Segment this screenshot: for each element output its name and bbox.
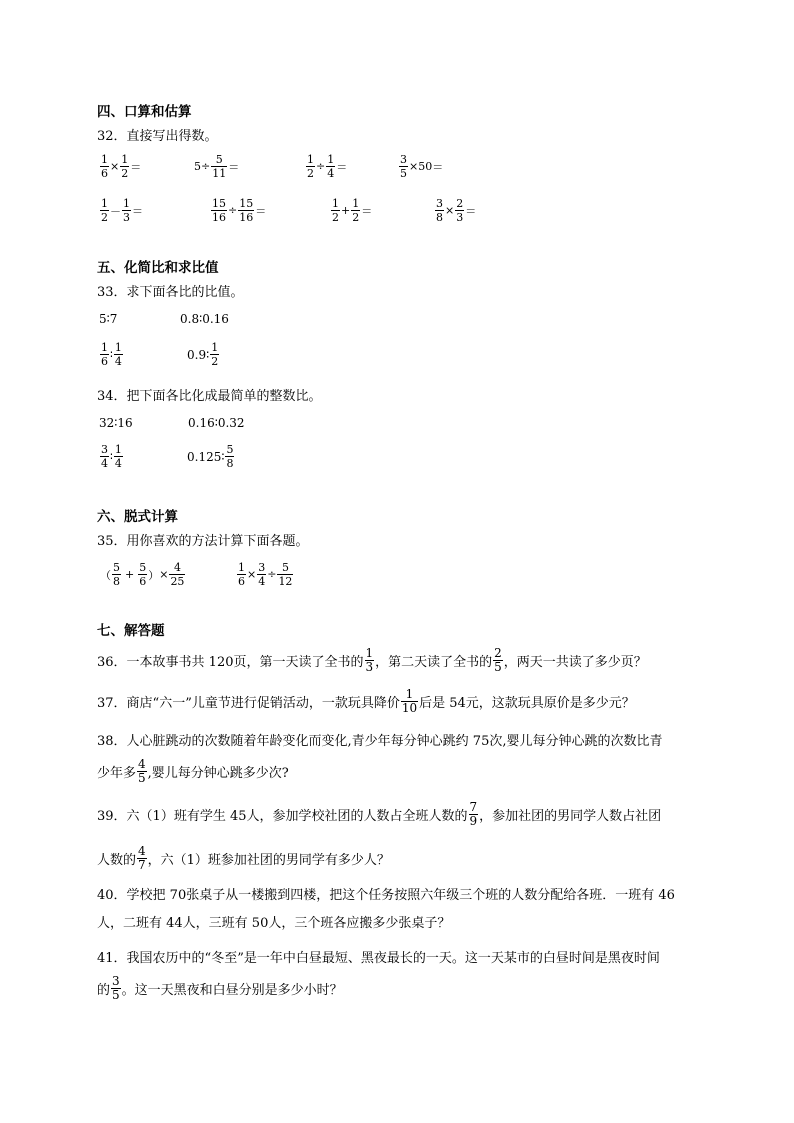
- section-7-title: 七、解答题: [97, 623, 165, 639]
- ratio-33-1: 5∶7: [99, 312, 118, 326]
- expr-32-3: $\frac{1}{2}$ ÷ $\frac{1}{4}$ ＝: [307, 153, 348, 180]
- expr-32-1: $\frac{1}{6}$ × $\frac{1}{2}$ ＝: [101, 153, 142, 180]
- question-32: 32．直接写出得数。: [97, 129, 218, 144]
- question-41-line-2: 的 $\frac{3}{5}$ 。这一天黑夜和白昼分别是多少小时？: [97, 974, 343, 1002]
- question-40-line-2: 人，二班有 44人，三班有 50人，三个班各应搬多少张桌子？: [97, 916, 451, 931]
- ratio-33-2: 0.8∶0.16: [180, 312, 229, 326]
- ratio-33-4: 0.9∶ $\frac{1}{2}$: [187, 341, 219, 368]
- question-35: 35．用你喜欢的方法计算下面各题。: [97, 534, 309, 549]
- question-39-line-1: 39．六（1）班有学生 45人，参加学校社团的人数占全班人数的 $\frac{7}{9}$ ，参加社团的男同学人数占社团: [97, 800, 662, 828]
- section-5-title: 五、化简比和求比值: [97, 260, 219, 276]
- expr-32-6: $\frac{15}{16}$ ÷ $\frac{15}{16}$ ＝: [212, 197, 267, 224]
- question-38-line-1: 38．人心脏跳动的次数随着年龄变化而变化,青少年每分钟心跳约 75次,婴儿每分钟心跳的次数比青: [97, 734, 663, 749]
- question-36: 36．一本故事书共 120页，第一天读了全书的 $\frac{1}{3}$ ，第二天读了全书的 $\frac{2}{5}$ ，两天一共读了多少页？: [97, 646, 647, 674]
- expr-35-2: $\frac{1}{6}$ × $\frac{3}{4}$ ÷ $\frac{5}{12}$: [238, 561, 293, 588]
- question-41-line-1: 41．我国农历中的“冬至”是一年中白昼最短、黑夜最长的一天。这一天某市的白昼时间是黑夜时间: [97, 951, 660, 966]
- ratio-34-3: $\frac{3}{4}$ ∶ $\frac{1}{4}$: [101, 443, 122, 470]
- expr-32-7: $\frac{1}{2}$ + $\frac{1}{2}$ ＝: [332, 197, 373, 224]
- ratio-34-2: 0.16∶0.32: [188, 416, 245, 430]
- ratio-34-1: 32∶16: [99, 416, 133, 430]
- expr-32-4: $\frac{3}{5}$ × 50 ＝: [400, 153, 444, 180]
- ratio-34-4: 0.125∶ $\frac{5}{8}$: [187, 443, 234, 470]
- ratio-33-3: $\frac{1}{6}$ ∶ $\frac{1}{4}$: [101, 341, 122, 368]
- question-34: 34．把下面各比化成最简单的整数比。: [97, 389, 322, 404]
- expr-32-5: $\frac{1}{2}$ － $\frac{1}{3}$ ＝: [101, 197, 143, 224]
- expr-32-8: $\frac{3}{8}$ × $\frac{2}{3}$ ＝: [436, 197, 477, 224]
- question-33: 33．求下面各比的比值。: [97, 285, 244, 300]
- section-4-title: 四、口算和估算: [97, 104, 192, 120]
- expr-32-2: 5 ÷ $\frac{5}{11}$ ＝: [194, 153, 240, 180]
- question-40-line-1: 40．学校把 70张桌子从一楼搬到四楼，把这个任务按照六年级三个班的人数分配给各班．一班有 46: [97, 888, 675, 903]
- question-39-line-2: 人数的 $\frac{4}{7}$ ，六（1）班参加社团的男同学有多少人？: [97, 844, 390, 872]
- section-6-title: 六、脱式计算: [97, 509, 178, 525]
- question-37: 37．商店“六一”儿童节进行促销活动，一款玩具降价 $\frac{1}{10}$ 后是 54元，这款玩具原价是多少元？: [97, 687, 635, 715]
- question-38-line-2: 少年多 $\frac{4}{5}$ ,婴儿每分钟心跳多少次?: [97, 757, 289, 785]
- expr-35-1: （ $\frac{5}{8}$ + $\frac{5}{6}$ ） × $\frac{4}{25}$: [100, 561, 185, 588]
